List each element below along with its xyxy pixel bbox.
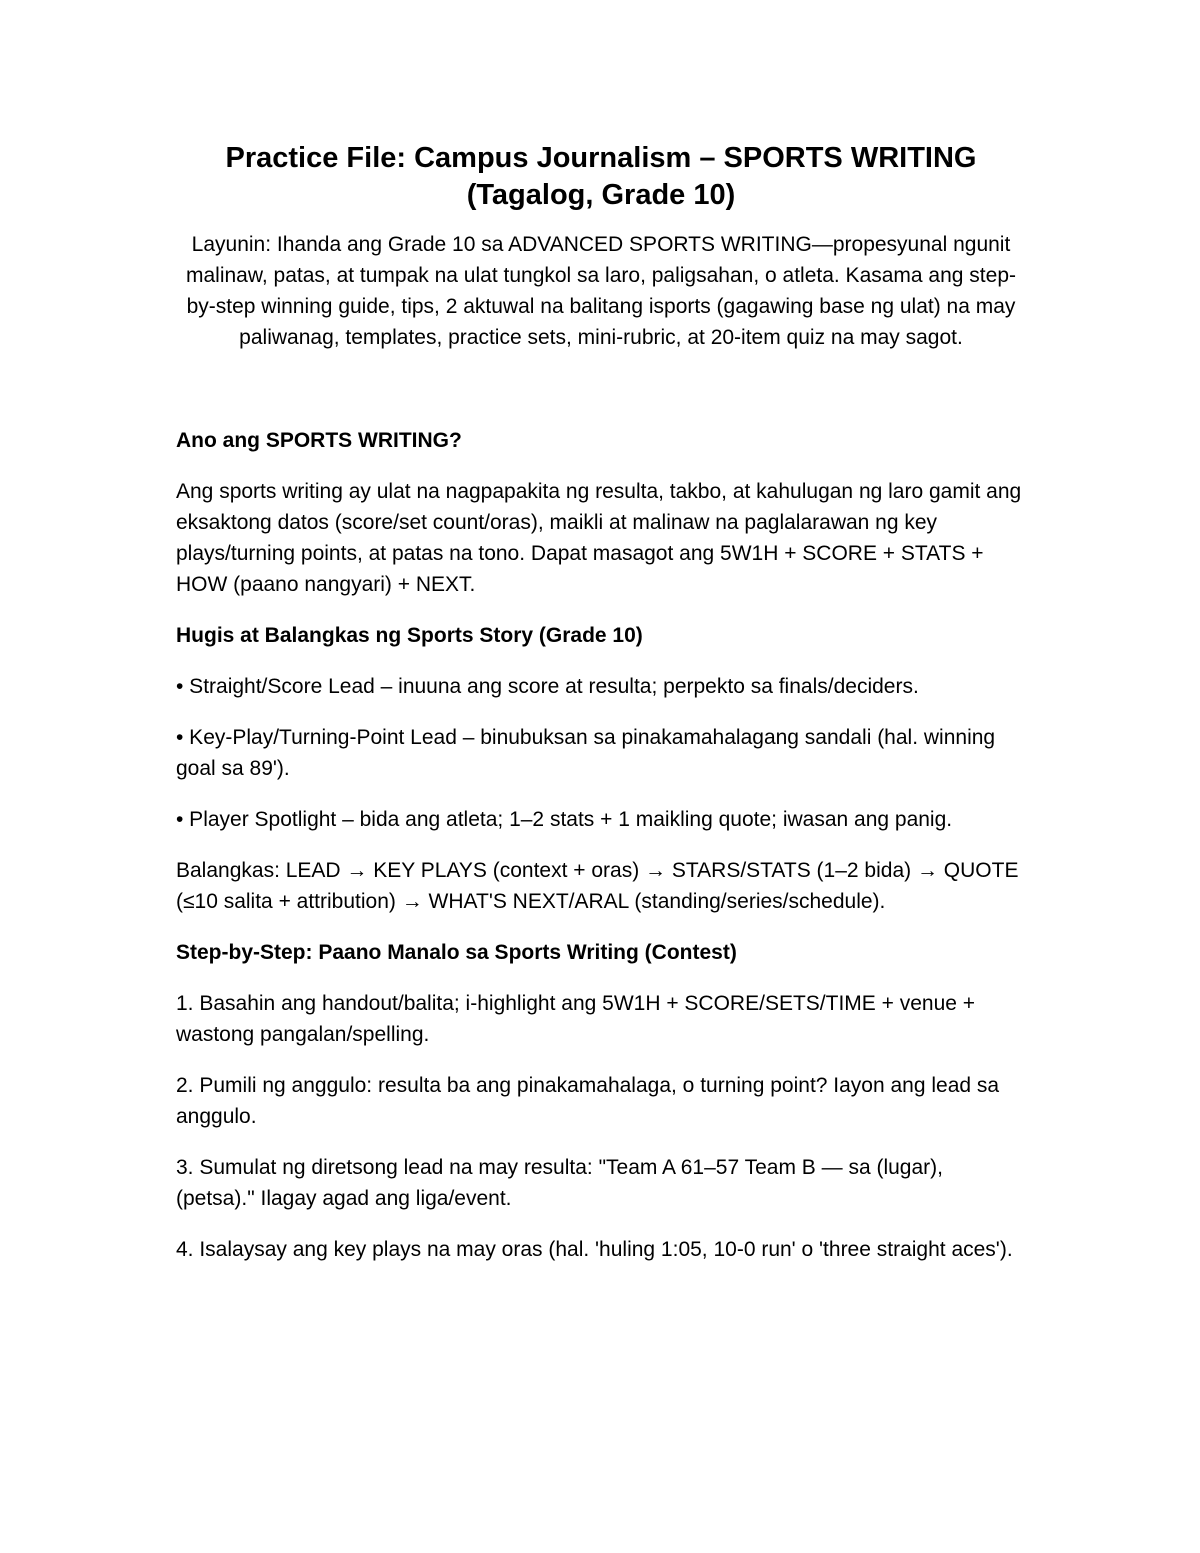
definition-paragraph: Ang sports writing ay ulat na nagpapakita ng resulta, takbo, at kahulugan ng laro gamit ang eksaktong datos (score/set count/oras), maikli at malinaw na paglalarawan ng key plays/turning points, at patas na tono. Dapat masagot ang 5W1H + SCORE + STATS + HOW (paano nangyari) + NEXT. [176,480,1022,596]
document-title: Practice File: Campus Journalism – SPORTS WRITING (Tagalog, Grade 10) [225,142,977,211]
heading-step-by-step: Step-by-Step: Paano Manalo sa Sports Writing (Contest) [176,941,737,964]
step-item: 3. Sumulat ng diretsong lead na may resulta: "Team A 61–57 Team B — sa (lugar), (petsa)." Ilagay agad ang liga/event. [176,1156,943,1210]
step-item: 2. Pumili ng anggulo: resulta ba ang pinakamahalaga, o turning point? Iayon ang lead sa anggulo. [176,1074,1000,1128]
bullet-item: • Player Spotlight – bida ang atleta; 1–2 stats + 1 maikling quote; iwasan ang panig. [176,808,953,831]
outline-paragraph: Balangkas: LEAD → KEY PLAYS (context + oras) → STARS/STATS (1–2 bida) → QUOTE (≤10 salita + attribution) → WHAT'S NEXT/ARAL (standing/series/schedule). [176,859,1019,913]
step-item: 4. Isalaysay ang key plays na may oras (hal. 'huling 1:05, 10-0 run' o 'three straight aces'). [176,1238,1013,1261]
heading-story-shape: Hugis at Balangkas ng Sports Story (Grade 10) [176,624,643,647]
bullet-item: • Straight/Score Lead – inuuna ang score at resulta; perpekto sa finals/deciders. [176,675,919,698]
step-item: 1. Basahin ang handout/balita; i-highlight ang 5W1H + SCORE/SETS/TIME + venue + wastong pangalan/spelling. [176,992,976,1046]
heading-what-is-sports-writing: Ano ang SPORTS WRITING? [176,429,462,452]
document-content [176,140,1026,1265]
objective-paragraph: Layunin: Ihanda ang Grade 10 sa ADVANCED SPORTS WRITING—propesyunal ngunit malinaw, patas, at tumpak na ulat tungkol sa laro, paligsahan, o atleta. Kasama ang step-by-step winning guide, tips, 2 aktuwal na balitang isports (gagawing base ng ulat) na may paliwanag, templates, practice sets, mini-rubric, at 20-item quiz na may sagot. [185,233,1016,349]
bullet-item: • Key-Play/Turning-Point Lead – binubuksan sa pinakamahalagang sandali (hal. winning goal sa 89'). [176,726,996,780]
